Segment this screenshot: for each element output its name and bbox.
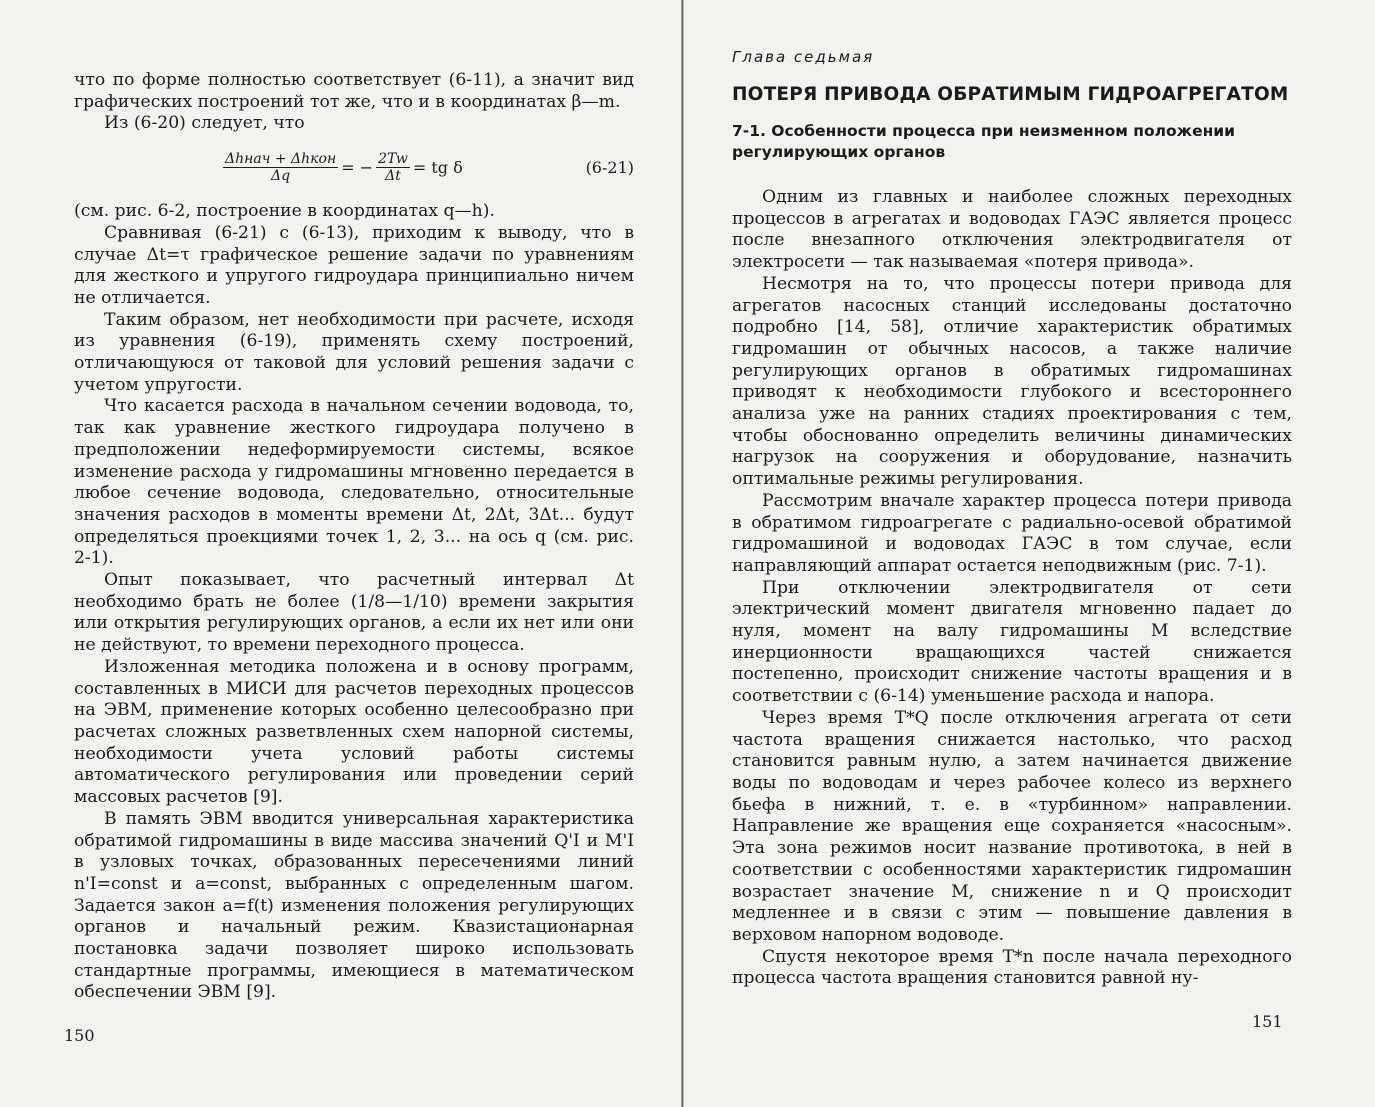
left-text-column [74, 70, 634, 1004]
formula-den-2: Δt [385, 167, 401, 184]
right-paragraph-1: Одним из главных и наиболее сложных переходных процессов в агрегатах и водоводах ГАЭС является процесс после внезапного отключения электродвигателя от электросети — так называемая «потеря привода». [732, 187, 1292, 273]
chapter-title: ПОТЕРЯ ПРИВОДА ОБРАТИМЫМ ГИДРОАГРЕГАТОМ [732, 84, 1289, 105]
left-page [0, 0, 684, 1107]
right-text-column [732, 48, 1292, 990]
left-page-number: 150 [64, 1026, 95, 1045]
left-paragraph-7: Опыт показывает, что расчетный интервал Δt необходимо брать не более (1/8—1/10) времени закрытия или открытия регулирующих органов, а если их нет или они не действуют, то времени переходного процесса. [74, 570, 634, 656]
chapter-label: Глава седьмая [732, 48, 875, 66]
formula-eq-1: = − [341, 157, 374, 177]
right-paragraph-4: При отключении электродвигателя от сети электрический момент двигателя мгновенно падает до нуля, момент на валу гидромашины M вследствие инерционности вращающихся частей снижается постепенно, происходит снижение частоты вращения и в соответствии с (6-14) уменьшение расхода и напора. [732, 577, 1292, 707]
formula-num-1: Δhнач + Δhкон [225, 150, 337, 167]
left-paragraph-9: В память ЭВМ вводится универсальная характеристика обратимой гидромашины в виде массива значений Q'I и M'I в узловых точках, образованных пересечениями линий n'I=const и a=const, выбранных с определенным шагом. Задается закон a=f(t) изменения положения регулирующих органов и начальный режим. Квазистационарная постановка задачи позволяет широко использовать стандартные программы, имеющиеся в математическом обеспечении ЭВМ [9]. [74, 808, 634, 1003]
formula-rhs: = tg δ [412, 157, 463, 177]
right-paragraph-2: Несмотря на то, что процессы потери привода для агрегатов насосных станций исследованы достаточно подробно [14, 58], отличие характеристик обратимых гидромашин от обычных насосов, а также наличие регулирующих органов в обратимых гидромашинах приводят к необходимости глубокого и всестороннего анализа уже на ранних стадиях проектирования с тем, чтобы обоснованно определить величины динамических нагрузок на сооружения и оборудование, назначить оптимальные режимы регулирования. [732, 273, 1292, 490]
formula-label: (6-21) [585, 157, 634, 177]
left-paragraph-3: (см. рис. 6-2, построение в координатах q—h). [74, 201, 495, 222]
left-paragraph-4: Сравнивая (6-21) с (6-13), приходим к выводу, что в случае Δt=τ графическое решение задачи по уравнениям для жесткого и упругого гидроудара принципиально ничем не отличается. [74, 222, 634, 308]
right-page-number: 151 [1252, 1012, 1283, 1031]
left-paragraph-1: что по форме полностью соответствует (6-11), а значит вид графических построений тот же, что и в координатах β—m. [74, 70, 634, 112]
formula-fraction-1 [223, 151, 338, 184]
right-paragraph-5: Через время T*Q после отключения агрегата от сети частота вращения снижается настолько, что расход становится равным нулю, а затем начинается движение воды по водоводам и через рабочее колесо из верхнего бьефа в нижний, т. е. в «турбинном» направлении. Направление же вращения еще сохраняется «насосным». Эта зона режимов носит название противотока, в ней в соответствии с особенностями характеристик гидромашин возрастает значение M, снижение n и Q происходит медленнее и в связи с этим — повышение давления в верховом напорном водоводе. [732, 707, 1292, 945]
section-heading: 7-1. Особенности процесса при неизменном положении регулирующих органов [732, 122, 1236, 161]
formula-6-21 [74, 139, 634, 195]
left-paragraph-6: Что касается расхода в начальном сечении водовода, то, так как уравнение жесткого гидроудара получено в предположении недеформируемости системы, всякое изменение расхода у гидромашины мгновенно передается в любое сечение водовода, следовательно, относительные значения расходов в моменты времени Δt, 2Δt, 3Δt... будут определяться проекциями точек 1, 2, 3... на ось q (см. рис. 2-1). [74, 396, 634, 569]
left-paragraph-2: Из (6-20) следует, что [104, 113, 305, 134]
left-paragraph-8: Изложенная методика положена и в основу программ, составленных в МИСИ для расчетов переходных процессов на ЭВМ, применение которых особенно целесообразно при расчетах сложных разветвленных схем напорной системы, необходимости учета условий работы системы автоматического регулирования или проведении серий массовых расчетов [9]. [74, 656, 634, 808]
right-paragraph-6: Спустя некоторое время T*n после начала переходного процесса частота вращения становится равной ну- [732, 946, 1292, 989]
right-page [684, 0, 1375, 1107]
formula-den-1: Δq [271, 167, 291, 184]
formula-fraction-2 [376, 151, 410, 184]
left-paragraph-5: Таким образом, нет необходимости при расчете, исходя из уравнения (6-19), применять схему построений, отличающуюся от таковой для условий решения задачи с учетом упругости. [74, 309, 634, 395]
formula-num-2: 2Tw [378, 150, 408, 167]
right-paragraph-3: Рассмотрим вначале характер процесса потери привода в обратимом гидроагрегате с радиально-осевой обратимой гидромашиной и водоводах ГАЭС в том случае, если направляющий аппарат остается неподвижным (рис. 7-1). [732, 490, 1292, 576]
